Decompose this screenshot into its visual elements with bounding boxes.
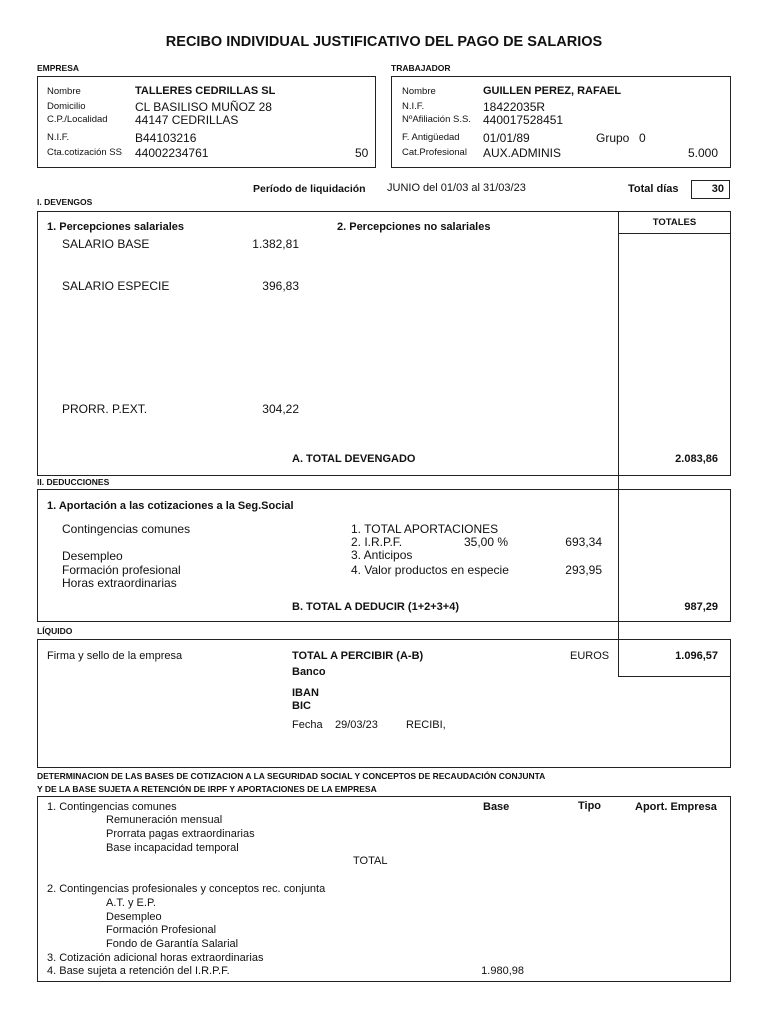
percepciones-salariales-heading: 1. Percepciones salariales: [47, 221, 184, 233]
empresa-nif: B44103216: [135, 131, 197, 145]
trabajador-afiliacion-label: NºAfiliación S.S.: [402, 114, 471, 125]
fondo-label: Fondo de Garantía Salarial: [106, 938, 239, 950]
empresa-cp-label: C.P./Localidad: [47, 114, 108, 125]
deduccion-right-item: 4. Valor productos en especie: [351, 563, 509, 577]
trabajador-grupo: 0: [639, 131, 646, 145]
percepciones-no-salariales-heading: 2. Percepciones no salariales: [337, 221, 491, 233]
total-deducir-label: B. TOTAL A DEDUCIR (1+2+3+4): [292, 601, 459, 613]
empresa-cp: 44147 CEDRILLAS: [135, 113, 239, 127]
trabajador-cat-label: Cat.Profesional: [402, 147, 467, 158]
banco-label: Banco: [292, 666, 326, 678]
prorrata-label: Prorrata pagas extraordinarias: [106, 828, 255, 840]
trabajador-nif: 18422035R: [483, 100, 546, 114]
at-ep-label: A.T. y E.P.: [106, 897, 156, 909]
remuneracion-label: Remuneración mensual: [106, 814, 223, 826]
total-dias: 30: [711, 183, 724, 195]
fecha-value: 29/03/23: [335, 719, 378, 731]
desempleo-label: Desempleo: [106, 911, 162, 923]
col-aport-label: Aport. Empresa: [635, 801, 717, 813]
empresa-domicilio: CL BASILISO MUÑOZ 28: [135, 100, 272, 114]
devengos-heading: I. DEVENGOS: [37, 197, 93, 207]
devengo-amount: 1.382,81: [252, 237, 299, 251]
cotizacion-adicional-label: 3. Cotización adicional horas extraordinarias: [47, 952, 264, 964]
empresa-heading: EMPRESA: [37, 63, 80, 73]
total-dias-label: Total días: [628, 183, 679, 195]
total-devengado: 2.083,86: [675, 453, 718, 465]
empresa-domicilio-label: Domicilio: [47, 101, 86, 112]
trabajador-nif-label: N.I.F.: [402, 101, 425, 112]
trabajador-heading: TRABAJADOR: [391, 63, 451, 73]
deduccion-right-item: 2. I.R.P.F.: [351, 535, 403, 549]
contingencias-comunes-label: 1. Contingencias comunes: [47, 801, 177, 813]
irpf-pct: 35,00 %: [464, 535, 509, 549]
empresa-nombre-label: Nombre: [47, 86, 81, 97]
base-irpf-label: 4. Base sujeta a retención del I.R.P.F.: [47, 965, 230, 977]
trabajador-nombre-label: Nombre: [402, 86, 436, 97]
iban-label: IBAN: [292, 687, 319, 699]
trabajador-cat: AUX.ADMINIS: [483, 146, 562, 160]
deducciones-heading: II. DEDUCCIONES: [37, 477, 110, 487]
trabajador-antiguedad: 01/01/89: [483, 131, 530, 145]
trabajador-nombre: GUILLEN PEREZ, RAFAEL: [483, 85, 622, 97]
currency-label: EUROS: [570, 650, 610, 662]
total-devengado-label: A. TOTAL DEVENGADO: [292, 453, 416, 465]
formacion-label: Formación Profesional: [106, 924, 217, 936]
col-base-label: Base: [483, 801, 510, 813]
trabajador-grupo-label: Grupo: [596, 131, 630, 145]
trabajador-afiliacion: 440017528451: [483, 113, 564, 127]
document-title: RECIBO INDIVIDUAL JUSTIFICATIVO DEL PAGO DE SALARIOS: [165, 34, 603, 50]
total-percibir: 1.096,57: [675, 650, 718, 662]
empresa-cta-extra: 50: [355, 146, 369, 160]
col-tipo-label: Tipo: [578, 800, 602, 812]
empresa-nif-label: N.I.F.: [47, 132, 70, 143]
recibi-label: RECIBI,: [406, 719, 446, 731]
especie-amount: 293,95: [565, 563, 602, 577]
deduccion-left-item: Formación profesional: [62, 563, 181, 577]
contingencias-prof-label: 2. Contingencias profesionales y conceptos rec. conjunta: [47, 883, 326, 895]
firma-label: Firma y sello de la empresa: [47, 650, 183, 662]
deduccion-left-item: Desempleo: [62, 549, 123, 563]
total-deducir: 987,29: [684, 601, 718, 613]
bases-total-label: TOTAL: [353, 855, 388, 867]
devengo-concept: SALARIO BASE: [62, 237, 150, 251]
trabajador-cat-value: 5.000: [687, 146, 718, 160]
deduccion-left-item: Horas extraordinarias: [62, 576, 177, 590]
fecha-label: Fecha: [292, 719, 323, 731]
irpf-amount: 693,34: [565, 535, 602, 549]
deduccion-left-item: Contingencias comunes: [62, 522, 191, 536]
devengo-concept: SALARIO ESPECIE: [62, 279, 170, 293]
liquido-heading: LÍQUIDO: [37, 626, 73, 636]
empresa-nombre: TALLERES CEDRILLAS SL: [135, 85, 276, 97]
deduccion-right-item: 1. TOTAL APORTACIONES: [351, 522, 499, 536]
total-percibir-label: TOTAL A PERCIBIR (A-B): [292, 650, 424, 662]
aportacion-heading: 1. Aportación a las cotizaciones a la Seg.Social: [47, 500, 294, 512]
base-irpf-value: 1.980,98: [481, 965, 524, 977]
bases-heading-line2: Y DE LA BASE SUJETA A RETENCIÓN DE IRPF Y APORTACIONES DE LA EMPRESA: [37, 784, 377, 794]
incapacidad-label: Base incapacidad temporal: [106, 842, 239, 854]
devengo-amount: 304,22: [262, 402, 299, 416]
bases-heading-line1: DETERMINACION DE LAS BASES DE COTIZACION A LA SEGURIDAD SOCIAL Y CONCEPTOS DE RECAUDACIÓN CONJUNTA: [37, 771, 546, 781]
devengo-amount: 396,83: [262, 279, 299, 293]
bic-label: BIC: [292, 700, 311, 712]
deduccion-right-item: 3. Anticipos: [351, 548, 413, 562]
empresa-cta: 44002234761: [135, 146, 209, 160]
trabajador-antiguedad-label: F. Antigüedad: [402, 132, 460, 143]
periodo-value: JUNIO del 01/03 al 31/03/23: [387, 182, 526, 194]
totales-label: TOTALES: [652, 217, 697, 228]
empresa-cta-label: Cta.cotización SS: [47, 147, 122, 158]
periodo-label: Período de liquidación: [253, 183, 366, 195]
devengo-concept: PRORR. P.EXT.: [62, 402, 148, 416]
